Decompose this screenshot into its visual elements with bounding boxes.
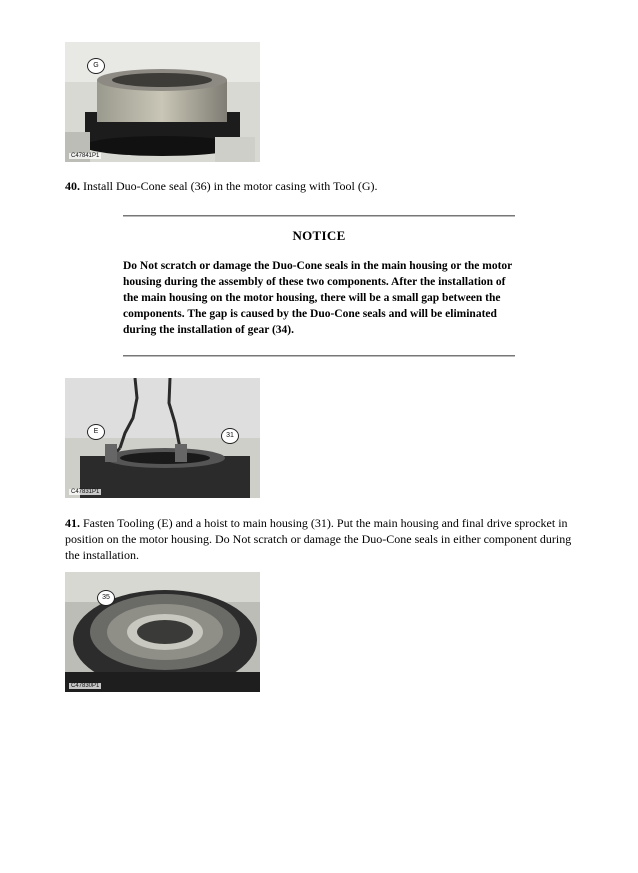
- photo-code: C47831P1: [71, 489, 100, 495]
- step-text: Fasten Tooling (E) and a hoist to main housing (31). Put the main housing and final drive sprocket in position on the motor housing. Do Not scratch or damage the Duo-Cone seals in either component during the installation.: [65, 516, 572, 562]
- step-text: Install Duo-Cone seal (36) in the motor casing with Tool (G).: [80, 179, 378, 193]
- photo-hoist-main-housing: [65, 378, 260, 498]
- notice-bottom-rule: [123, 355, 515, 357]
- callout-label: 35: [97, 590, 115, 606]
- photo-code: C47830P1: [71, 683, 100, 689]
- photo-main-housing-seal: [65, 572, 260, 692]
- step-40: [65, 178, 575, 194]
- photo-code: C47841P1: [71, 153, 100, 159]
- notice-top-rule: [123, 215, 515, 217]
- step-41: [65, 515, 575, 563]
- callout-label: 31: [221, 428, 239, 444]
- step-number: 40.: [65, 179, 80, 193]
- step-number: 41.: [65, 516, 80, 530]
- callout-label: G: [87, 58, 105, 74]
- photo-3-graphic: [65, 572, 260, 692]
- photo-duo-cone-seal-install: [65, 42, 260, 162]
- callout-label: E: [87, 424, 105, 440]
- notice-title: NOTICE: [292, 228, 346, 243]
- notice-text: Do Not scratch or damage the Duo-Cone seals in the main housing or the motor housing during the assembly of these two components. After the installation of the main housing on the motor housing, there will be a small gap between the components. The gap is caused by the Duo-Cone seals and will be eliminated during the installation of gear (34).: [123, 260, 513, 336]
